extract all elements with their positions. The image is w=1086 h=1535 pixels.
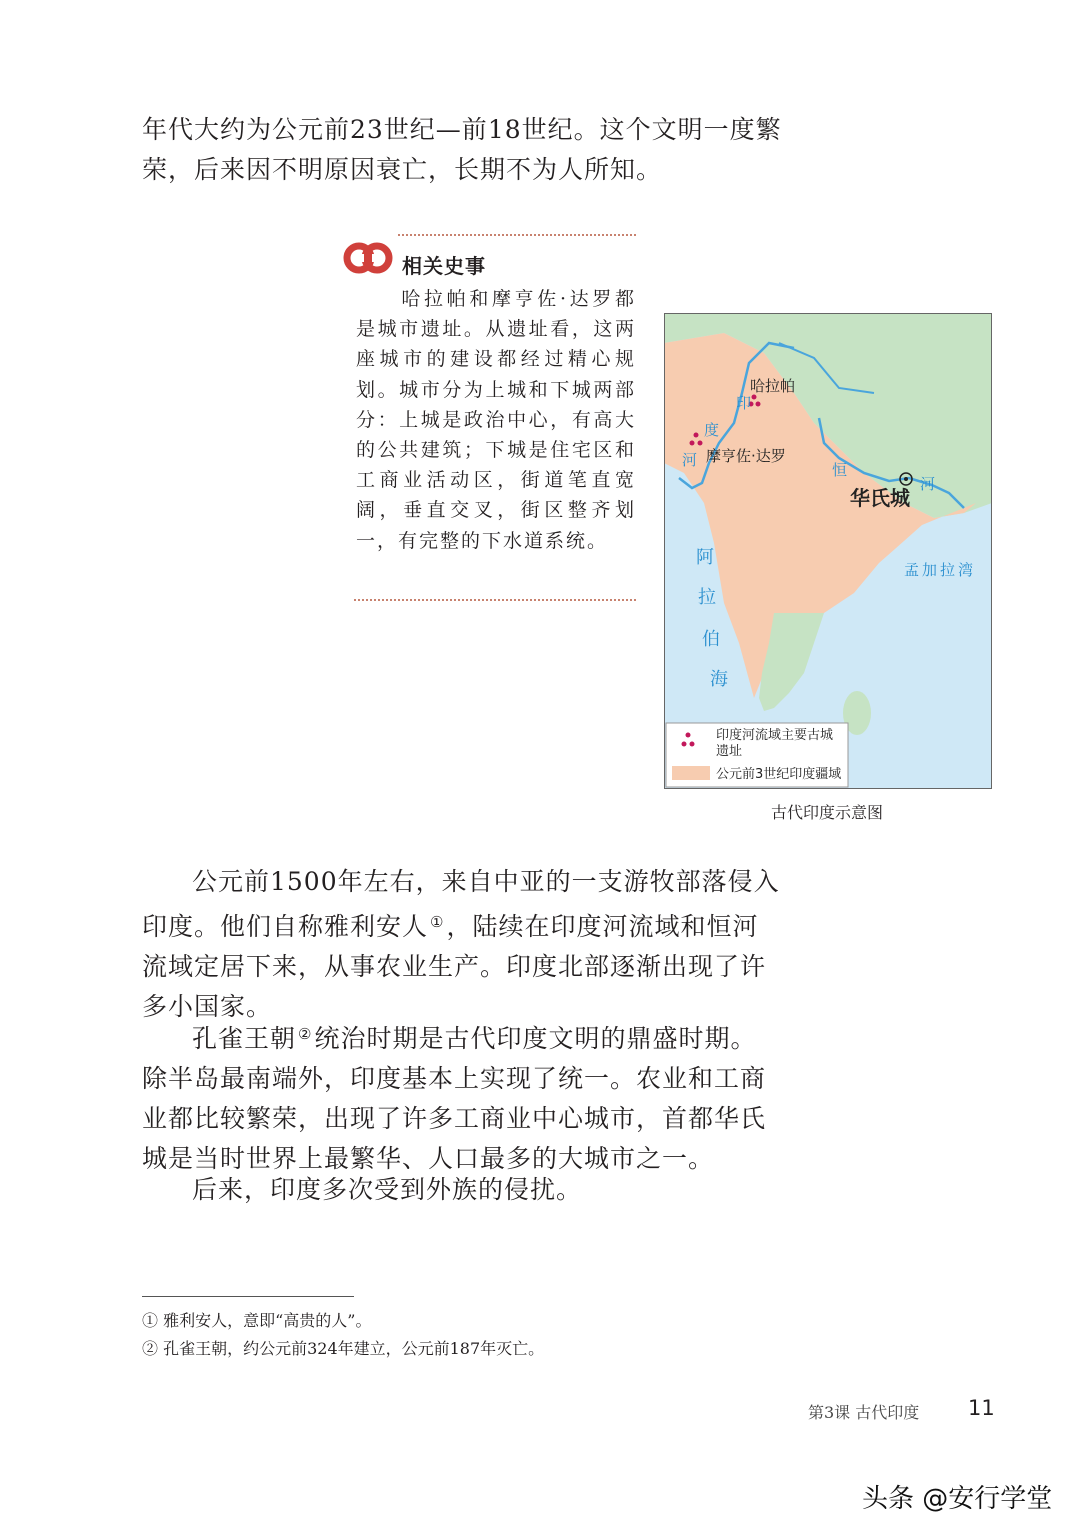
paragraph-3-text: 后来，印度多次受到外族的侵扰。 bbox=[192, 1175, 583, 1204]
map-legend bbox=[666, 723, 848, 787]
legend-sites-line-1: 印度河流域主要古城 bbox=[716, 728, 834, 743]
paragraph-1-text-a: 公元前1500年左右，来自中亚的一支游牧部落侵入印度。他们自称雅利安人 bbox=[142, 867, 780, 941]
paragraph-1-text-b: ，陆续在印度河流域和恒河流域定居下来，从事农业生产。印度北部逐渐出现了许多小国家。 bbox=[142, 912, 767, 1021]
label-arabian-3: 伯 bbox=[702, 629, 720, 650]
box-bottom-divider bbox=[354, 599, 636, 601]
box-top-divider bbox=[398, 234, 636, 236]
related-history-icon bbox=[342, 232, 394, 284]
footnote-2: ② 孔雀王朝，约公元前324年建立，公元前187年灭亡。 bbox=[142, 1339, 545, 1358]
legend-sites-line-2: 遗址 bbox=[716, 744, 743, 759]
paragraph-1 bbox=[142, 862, 782, 1027]
label-indus-1: 印 bbox=[736, 394, 752, 412]
label-ganges-1: 恒 bbox=[832, 461, 848, 479]
footnote-ref-1[interactable]: ① bbox=[430, 913, 445, 931]
label-arabian-4: 海 bbox=[710, 669, 728, 690]
ancient-india-map bbox=[664, 313, 992, 789]
watermark: 头条 @安行学堂 bbox=[862, 1484, 1053, 1514]
paragraph-2-text-b: 统治时期是古代印度文明的鼎盛时期。除半岛最南端外，印度基本上实现了统一。农业和工商业都比较繁荣，出现了许多工商业中心城市，首都华氏城是当时世界上最繁华、人口最多的大城市之一。 bbox=[142, 1024, 767, 1173]
box-title: 相关史事 bbox=[402, 254, 486, 278]
intro-line-2: 荣，后来因不明原因衰亡，长期不为人所知。 bbox=[142, 155, 663, 184]
page-number: 11 bbox=[968, 1396, 995, 1420]
label-arabian-2: 拉 bbox=[698, 587, 716, 608]
label-pataliputra: 华氏城 bbox=[850, 486, 910, 510]
label-harappa: 哈拉帕 bbox=[750, 377, 796, 395]
legend-territory: 公元前3世纪印度疆域 bbox=[716, 767, 842, 782]
label-mohenjo-daro: 摩亨佐·达罗 bbox=[706, 447, 786, 465]
related-history-box bbox=[342, 232, 638, 604]
label-bay-of-bengal: 孟加拉湾 bbox=[904, 561, 977, 579]
label-arabian-1: 阿 bbox=[696, 547, 714, 568]
label-ganges-2: 河 bbox=[920, 475, 936, 493]
box-body-text: 哈拉帕和摩亨佐·达罗都是城市遗址。从遗址看，这两座城市的建设都经过精心规划。城市分为上城和下城两部分：上城是政治中心，有高大的公共建筑；下城是住宅区和工商业活动区，街道笔直宽阔，垂直交叉，街区整齐划一，有完整的下水道系统。 bbox=[356, 288, 636, 552]
label-indus-2: 度 bbox=[704, 421, 720, 439]
paragraph-2 bbox=[142, 1014, 782, 1179]
label-indus-3: 河 bbox=[682, 451, 698, 469]
footnote-1: ① 雅利安人，意即“高贵的人”。 bbox=[142, 1311, 372, 1330]
legend-territory-swatch bbox=[672, 766, 710, 780]
intro-line-1: 年代大约为公元前23世纪—前18世纪。这个文明一度繁 bbox=[142, 115, 782, 144]
footnote-ref-2[interactable]: ② bbox=[298, 1025, 313, 1043]
footnote-divider bbox=[142, 1296, 354, 1297]
paragraph-2-text-a: 孔雀王朝 bbox=[192, 1024, 297, 1053]
chapter-label: 第3课 古代印度 bbox=[808, 1403, 920, 1422]
paragraph-3 bbox=[142, 1170, 782, 1210]
map-caption: 古代印度示意图 bbox=[770, 803, 883, 822]
